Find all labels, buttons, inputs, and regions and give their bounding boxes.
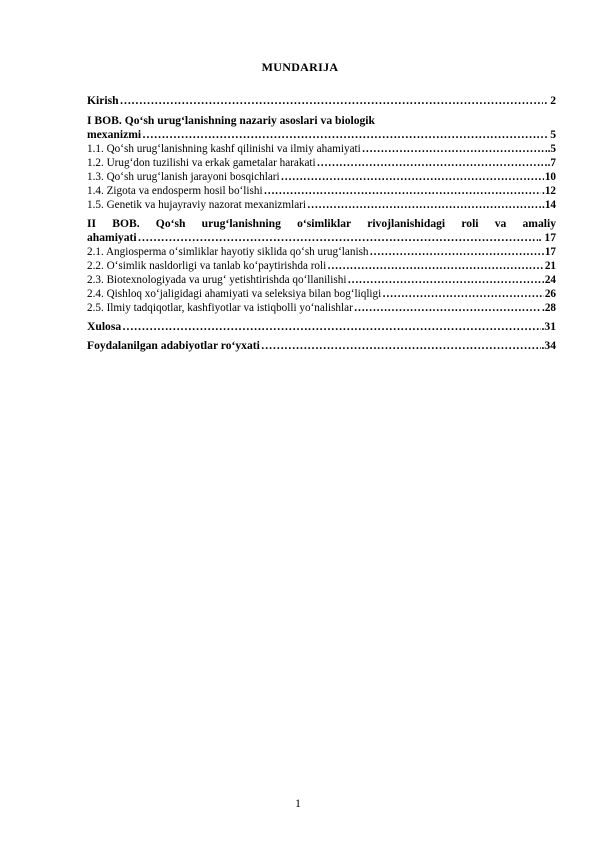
toc-entry-chapter-2[interactable] <box>87 231 556 245</box>
toc-entry-section-1-5[interactable] <box>87 198 556 212</box>
toc-entry-label: 1.2. Urug‘don tuzilishi va erkak gametalar harakati <box>87 157 316 169</box>
toc-entry-label: Kirish <box>87 94 119 107</box>
toc-entry-label: mexanizmi <box>87 128 142 141</box>
toc-entry-page: .34 <box>541 339 556 352</box>
toc-entry-section-2-5[interactable] <box>87 301 556 315</box>
toc-entry-section-2-2[interactable] <box>87 259 556 273</box>
dot-leader <box>354 301 541 315</box>
toc-entry-section-1-3[interactable] <box>87 170 556 184</box>
toc-entry-page: 26 <box>544 288 556 300</box>
toc-entry-label: 2.3. Biotexnologiyada va urug‘ yetishtirishda qo‘llanilishi <box>87 274 347 286</box>
toc-entry-label: 2.4. Qishloq xo‘jaligidagi ahamiyati va seleksiya bilan bog‘liqligi <box>87 288 382 300</box>
toc-entry-section-1-2[interactable] <box>87 156 556 170</box>
toc-entry-page: .14 <box>542 199 556 211</box>
dot-leader <box>122 320 540 334</box>
toc-entry-label: 2.2. O‘simlik nasldorligi va tanlab ko‘paytirishda roli <box>87 260 327 272</box>
toc-entry-label: 1.4. Zigota va endosperm hosil bo‘lishi <box>87 185 263 197</box>
toc-entry-introduction[interactable] <box>87 94 556 108</box>
toc-entry-section-2-4[interactable] <box>87 287 556 301</box>
toc-entry-label: 1.1. Qo‘sh urug‘lanishning kashf qilinishi va ilmiy ahamiyati <box>87 143 361 155</box>
toc-entry-page: .12 <box>542 185 556 197</box>
toc-entry-page: .28 <box>542 302 556 314</box>
dot-leader <box>120 94 544 108</box>
toc-entry-section-1-4[interactable] <box>87 184 556 198</box>
dot-leader <box>138 231 538 245</box>
dot-leader <box>307 198 541 212</box>
dot-leader <box>281 170 544 184</box>
dot-leader <box>261 339 541 353</box>
page-number: 1 <box>295 798 301 810</box>
dot-leader <box>370 245 544 259</box>
toc-entry-section-1-1[interactable] <box>87 142 556 156</box>
chapter-1-heading: I BOB. Qo‘sh urug‘lanishning nazariy asoslari va biologik <box>87 114 375 127</box>
toc-entry-page: .7 <box>547 157 556 169</box>
dot-leader <box>347 273 543 287</box>
dot-leader <box>264 184 541 198</box>
chapter-2-heading: II BOB. Qo‘sh urug‘lanishning o‘simliklar rivojlanishidagi roli va amaliy <box>87 217 556 230</box>
toc-entry-chapter-1[interactable] <box>87 128 556 142</box>
toc-entry-section-2-1[interactable] <box>87 245 556 259</box>
toc-entry-label: Xulosa <box>87 320 122 333</box>
toc-entry-page: . 2 <box>544 94 556 107</box>
table-of-contents <box>87 94 556 353</box>
page-title: MUNDARIJA <box>261 60 339 74</box>
toc-entry-section-2-3[interactable] <box>87 273 556 287</box>
toc-entry-label: 2.1. Angiosperma o‘simliklar hayotiy siklida qo‘sh urug‘lanish <box>87 246 369 258</box>
dot-leader <box>327 259 544 273</box>
toc-entry-page: .5 <box>547 143 556 155</box>
toc-entry-page: . 17 <box>538 231 556 244</box>
toc-entry-page: 24 <box>544 274 556 286</box>
toc-entry-page: 17 <box>544 246 556 258</box>
dot-leader <box>142 128 549 142</box>
toc-entry-page: 21 <box>544 260 556 272</box>
toc-entry-page: 10 <box>544 171 556 183</box>
toc-entry-label: 1.3. Qo‘sh urug‘lanish jarayoni bosqichlari <box>87 171 280 183</box>
toc-entry-label: ahamiyati <box>87 231 137 244</box>
dot-leader <box>362 142 547 156</box>
toc-entry-references[interactable] <box>87 339 556 353</box>
toc-entry-label: Foydalanilgan adabiyotlar ro‘yxati <box>87 339 260 352</box>
dot-leader <box>382 287 544 301</box>
toc-entry-label: 1.5. Genetik va hujayraviy nazorat mexanizmlari <box>87 199 307 211</box>
toc-entry-label: 2.5. Ilmiy tadqiqotlar, kashfiyotlar va istiqbolli yo‘nalishlar <box>87 302 353 314</box>
toc-entry-page: .31 <box>541 320 556 333</box>
dot-leader <box>317 156 547 170</box>
toc-entry-page: 5 <box>550 128 556 141</box>
toc-entry-conclusion[interactable] <box>87 320 556 334</box>
